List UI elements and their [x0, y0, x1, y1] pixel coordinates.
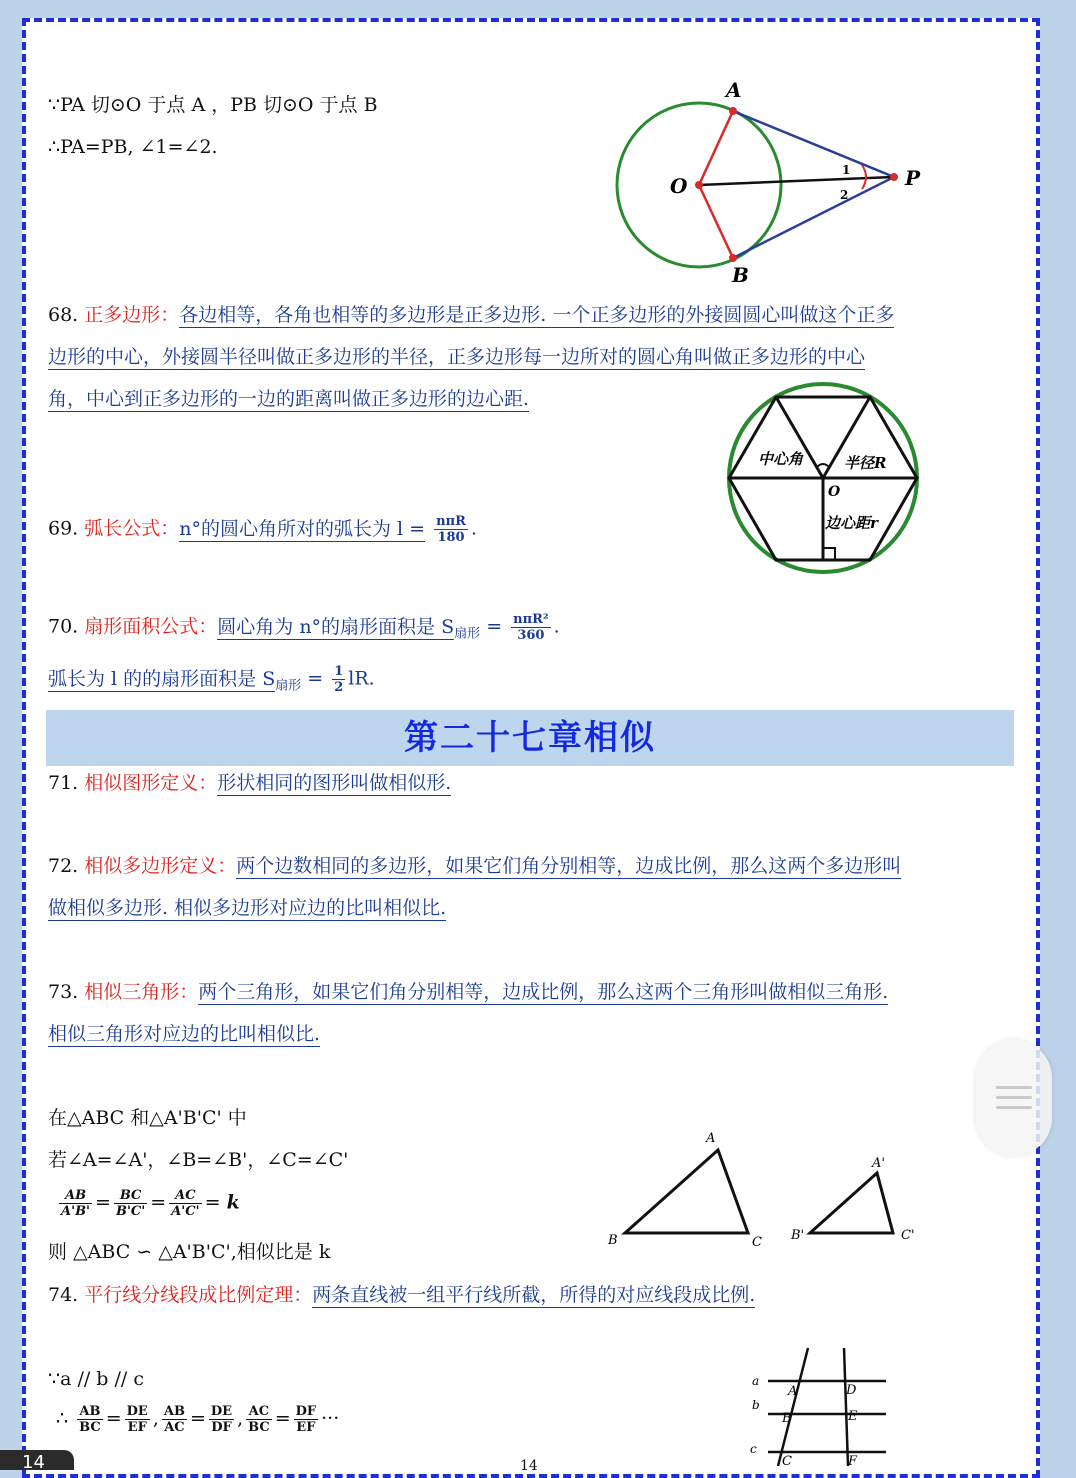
transversal-1: [778, 1348, 808, 1466]
item-70: 70. 扇形面积公式：圆心角为 n°的扇形面积是 $S_{扇形}$ = $\frac{\text{nπR²}}{360}$ .: [48, 612, 560, 643]
label-angle-1: 1: [842, 163, 851, 177]
parallel-premise: ∵a // b // c: [48, 1368, 144, 1390]
triangle-premise-2: 若∠A=∠A'，∠B=∠B'，∠C=∠C': [48, 1149, 349, 1171]
svg-text:B: B: [782, 1411, 792, 1426]
label-C: C: [752, 1235, 762, 1250]
label-B: B: [608, 1233, 618, 1248]
point-B: [729, 254, 737, 262]
item-73-line2: 相似三角形对应边的比叫相似比.: [48, 1023, 321, 1045]
label-B: B: [732, 263, 749, 287]
page-number: 14: [520, 1458, 538, 1474]
item-72-line1: 72. 相似多边形定义：两个边数相同的多边形，如果它们角分别相等，边成比例，那么这两个多边形叫: [48, 855, 902, 877]
segment-OA: [699, 111, 733, 185]
label-center-angle: 中心角: [758, 450, 804, 468]
point-O: [695, 181, 703, 189]
item-69: 69. 弧长公式：n°的圆心角所对的弧长为 l = $\frac{\text{nπR}}{180}$ .: [48, 514, 477, 545]
item-68-line3: 角，中心到正多边形的一边的距离叫做正多边形的边心距.: [48, 388, 530, 410]
svg-text:C: C: [782, 1454, 792, 1466]
item-68-line1: 68. 正多边形：各边相等，各角也相等的多边形是正多边形. 一个正多边形的外接圆圆心叫做这个正多: [48, 304, 895, 326]
label-apothem: 边心距r: [825, 514, 878, 532]
similar-triangles-figure: [600, 1125, 940, 1255]
label-A-prime: A': [872, 1156, 885, 1171]
label-C-prime: C': [901, 1228, 915, 1243]
label-radius: 半径R: [844, 454, 887, 472]
svg-text:b: b: [752, 1398, 760, 1412]
transversal-2: [844, 1348, 848, 1466]
page-indicator-badge: 14: [0, 1450, 74, 1470]
point-P: [890, 173, 898, 181]
label-center-O: O: [828, 484, 841, 500]
svg-text:F: F: [848, 1454, 858, 1466]
chapter-title: 第二十七章相似: [46, 710, 1014, 766]
label-A: A: [726, 78, 742, 102]
segment-OB: [699, 185, 733, 258]
item-70-line2: 弧长为 l 的的扇形面积是 $S_{扇形}$ = $\frac{1}{2}$ lR.: [48, 664, 375, 695]
triangle-ratio: $\frac{AB}{A'B'}$ = $\frac{BC}{B'C'}$ = $\frac{AC}{A'C'}$ = k: [61, 1188, 240, 1219]
regular-hexagon-figure: [718, 380, 928, 580]
svg-text:D: D: [846, 1383, 857, 1398]
parallel-lines-figure: [740, 1345, 900, 1466]
item-74: 74. 平行线分线段成比例定理：两条直线被一组平行线所截，所得的对应线段成比例.: [48, 1284, 756, 1306]
label-A: A: [706, 1131, 716, 1146]
svg-text:c: c: [750, 1442, 757, 1456]
segment-PB: [733, 177, 894, 258]
parallel-conclusion: ∴ $\frac{AB}{BC}$ = $\frac{DE}{EF}$ , $\frac{AB}{AC}$ = $\frac{DE}{DF}$ , $\frac{AC}{BC}$ = $\frac{DF}{EF}$ ···: [56, 1404, 340, 1435]
svg-text:A: A: [788, 1384, 798, 1399]
item-72-line2: 做相似多边形. 相似多边形对应边的比叫相似比.: [48, 897, 447, 919]
svg-text:E: E: [848, 1409, 858, 1424]
item-68-line2: 边形的中心，外接圆半径叫做正多边形的半径，正多边形每一边所对的圆心角叫做正多边形的中心: [48, 346, 866, 368]
label-angle-2: 2: [840, 188, 849, 202]
segment-PA: [733, 111, 894, 177]
tangent-conclusion: ∴PA=PB, ∠1=∠2.: [48, 136, 218, 158]
triangle-premise-1: 在△ABC 和△A'B'C' 中: [48, 1107, 247, 1129]
point-A: [729, 107, 737, 115]
triangle-A2B2C2: [810, 1173, 893, 1233]
item-73-line1: 73. 相似三角形：两个三角形，如果它们角分别相等，边成比例，那么这两个三角形叫做相似三角形.: [48, 981, 889, 1003]
triangle-ABC: [625, 1150, 748, 1233]
tangent-premise: ∵PA 切⊙O 于点 A ，PB 切⊙O 于点 B: [48, 94, 378, 116]
label-O: O: [670, 174, 688, 198]
item-71: 71. 相似图形定义：形状相同的图形叫做相似形.: [48, 772, 452, 794]
triangle-conclusion: 则 △ABC ∽ △A'B'C',相似比是 k: [48, 1241, 331, 1263]
svg-text:a: a: [752, 1374, 760, 1388]
label-P: P: [905, 166, 921, 190]
tangent-figure: [600, 75, 940, 290]
menu-icon: [996, 1086, 1032, 1089]
floating-menu-button[interactable]: [976, 1040, 1052, 1156]
label-B-prime: B': [791, 1228, 805, 1243]
